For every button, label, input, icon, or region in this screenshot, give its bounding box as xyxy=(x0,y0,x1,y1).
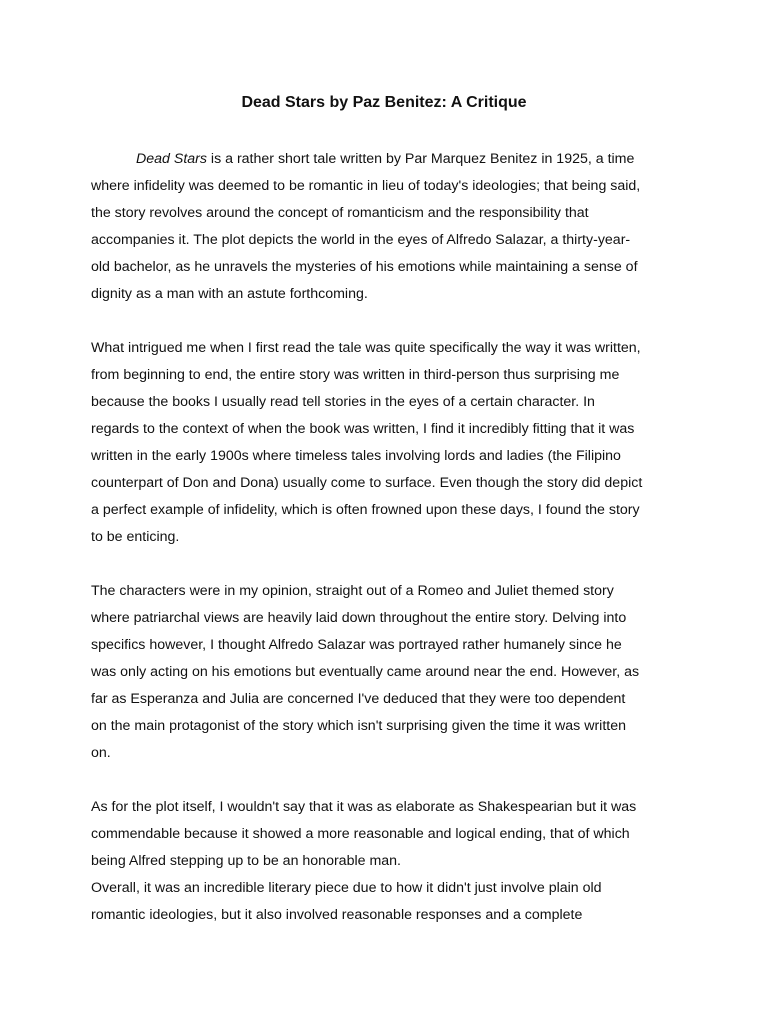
paragraph-1-line: where infidelity was deemed to be romantic in lieu of today's ideologies; that being said, xyxy=(91,178,641,194)
paragraph-3-line: The characters were in my opinion, straight out of a Romeo and Juliet themed story xyxy=(91,583,614,599)
paragraph-2-line: written in the early 1900s where timeless tales involving lords and ladies (the Filipino xyxy=(91,448,621,464)
paragraph-1-line: old bachelor, as he unravels the mysteries of his emotions while maintaining a sense of xyxy=(91,259,638,275)
paragraph-4-line: As for the plot itself, I wouldn't say that it was as elaborate as Shakespearian but it was xyxy=(91,799,637,815)
paragraph-2-line: counterpart of Don and Dona) usually come to surface. Even though the story did depict xyxy=(91,475,643,491)
document-body xyxy=(91,146,691,929)
paragraph-3-line: specifics however, I thought Alfredo Salazar was portrayed rather humanely since he xyxy=(91,637,622,653)
paragraph-gap xyxy=(91,308,691,335)
paragraph-4-line: romantic ideologies, but it also involved reasonable responses and a complete xyxy=(91,907,583,923)
paragraph-1-line: dignity as a man with an astute forthcoming. xyxy=(91,286,368,302)
paragraph-gap xyxy=(91,767,691,794)
book-title-italic: Dead Stars xyxy=(136,151,207,167)
paragraph-3-line: where patriarchal views are heavily laid down throughout the entire story. Delving into xyxy=(91,610,627,626)
paragraph-4-line: Overall, it was an incredible literary piece due to how it didn't just involve plain old xyxy=(91,880,602,896)
paragraph-3-line: on the main protagonist of the story which isn't surprising given the time it was written xyxy=(91,718,626,734)
paragraph-2-line: What intrigued me when I first read the tale was quite specifically the way it was written, xyxy=(91,340,641,356)
paragraph-3-line: far as Esperanza and Julia are concerned I've deduced that they were too dependent xyxy=(91,691,626,707)
paragraph-2-line: from beginning to end, the entire story was written in third-person thus surprising me xyxy=(91,367,620,383)
paragraph-1-line-1 xyxy=(91,146,691,173)
paragraph-3-line: was only acting on his emotions but eventually came around near the end. However, as xyxy=(91,664,640,680)
paragraph-3-line: on. xyxy=(91,745,111,761)
paragraph-2-line: a perfect example of infidelity, which is often frowned upon these days, I found the story xyxy=(91,502,640,518)
paragraph-2-line: regards to the context of when the book was written, I find it incredibly fitting that it was xyxy=(91,421,635,437)
paragraph-2-line: to be enticing. xyxy=(91,529,180,545)
paragraph-1-line-1-rest: is a rather short tale written by Par Marquez Benitez in 1925, a time xyxy=(206,151,635,167)
paragraph-1-line: the story revolves around the concept of romanticism and the responsibility that xyxy=(91,205,589,221)
paragraph-4-line: commendable because it showed a more reasonable and logical ending, that of which xyxy=(91,826,630,842)
paragraph-2-line: because the books I usually read tell stories in the eyes of a certain character. In xyxy=(91,394,595,410)
paragraph-1-line: accompanies it. The plot depicts the world in the eyes of Alfredo Salazar, a thirty-year- xyxy=(91,232,631,248)
document-title: Dead Stars by Paz Benitez: A Critique xyxy=(241,94,527,111)
paragraph-4-line: being Alfred stepping up to be an honorable man. xyxy=(91,853,401,869)
paragraph-gap xyxy=(91,551,691,578)
